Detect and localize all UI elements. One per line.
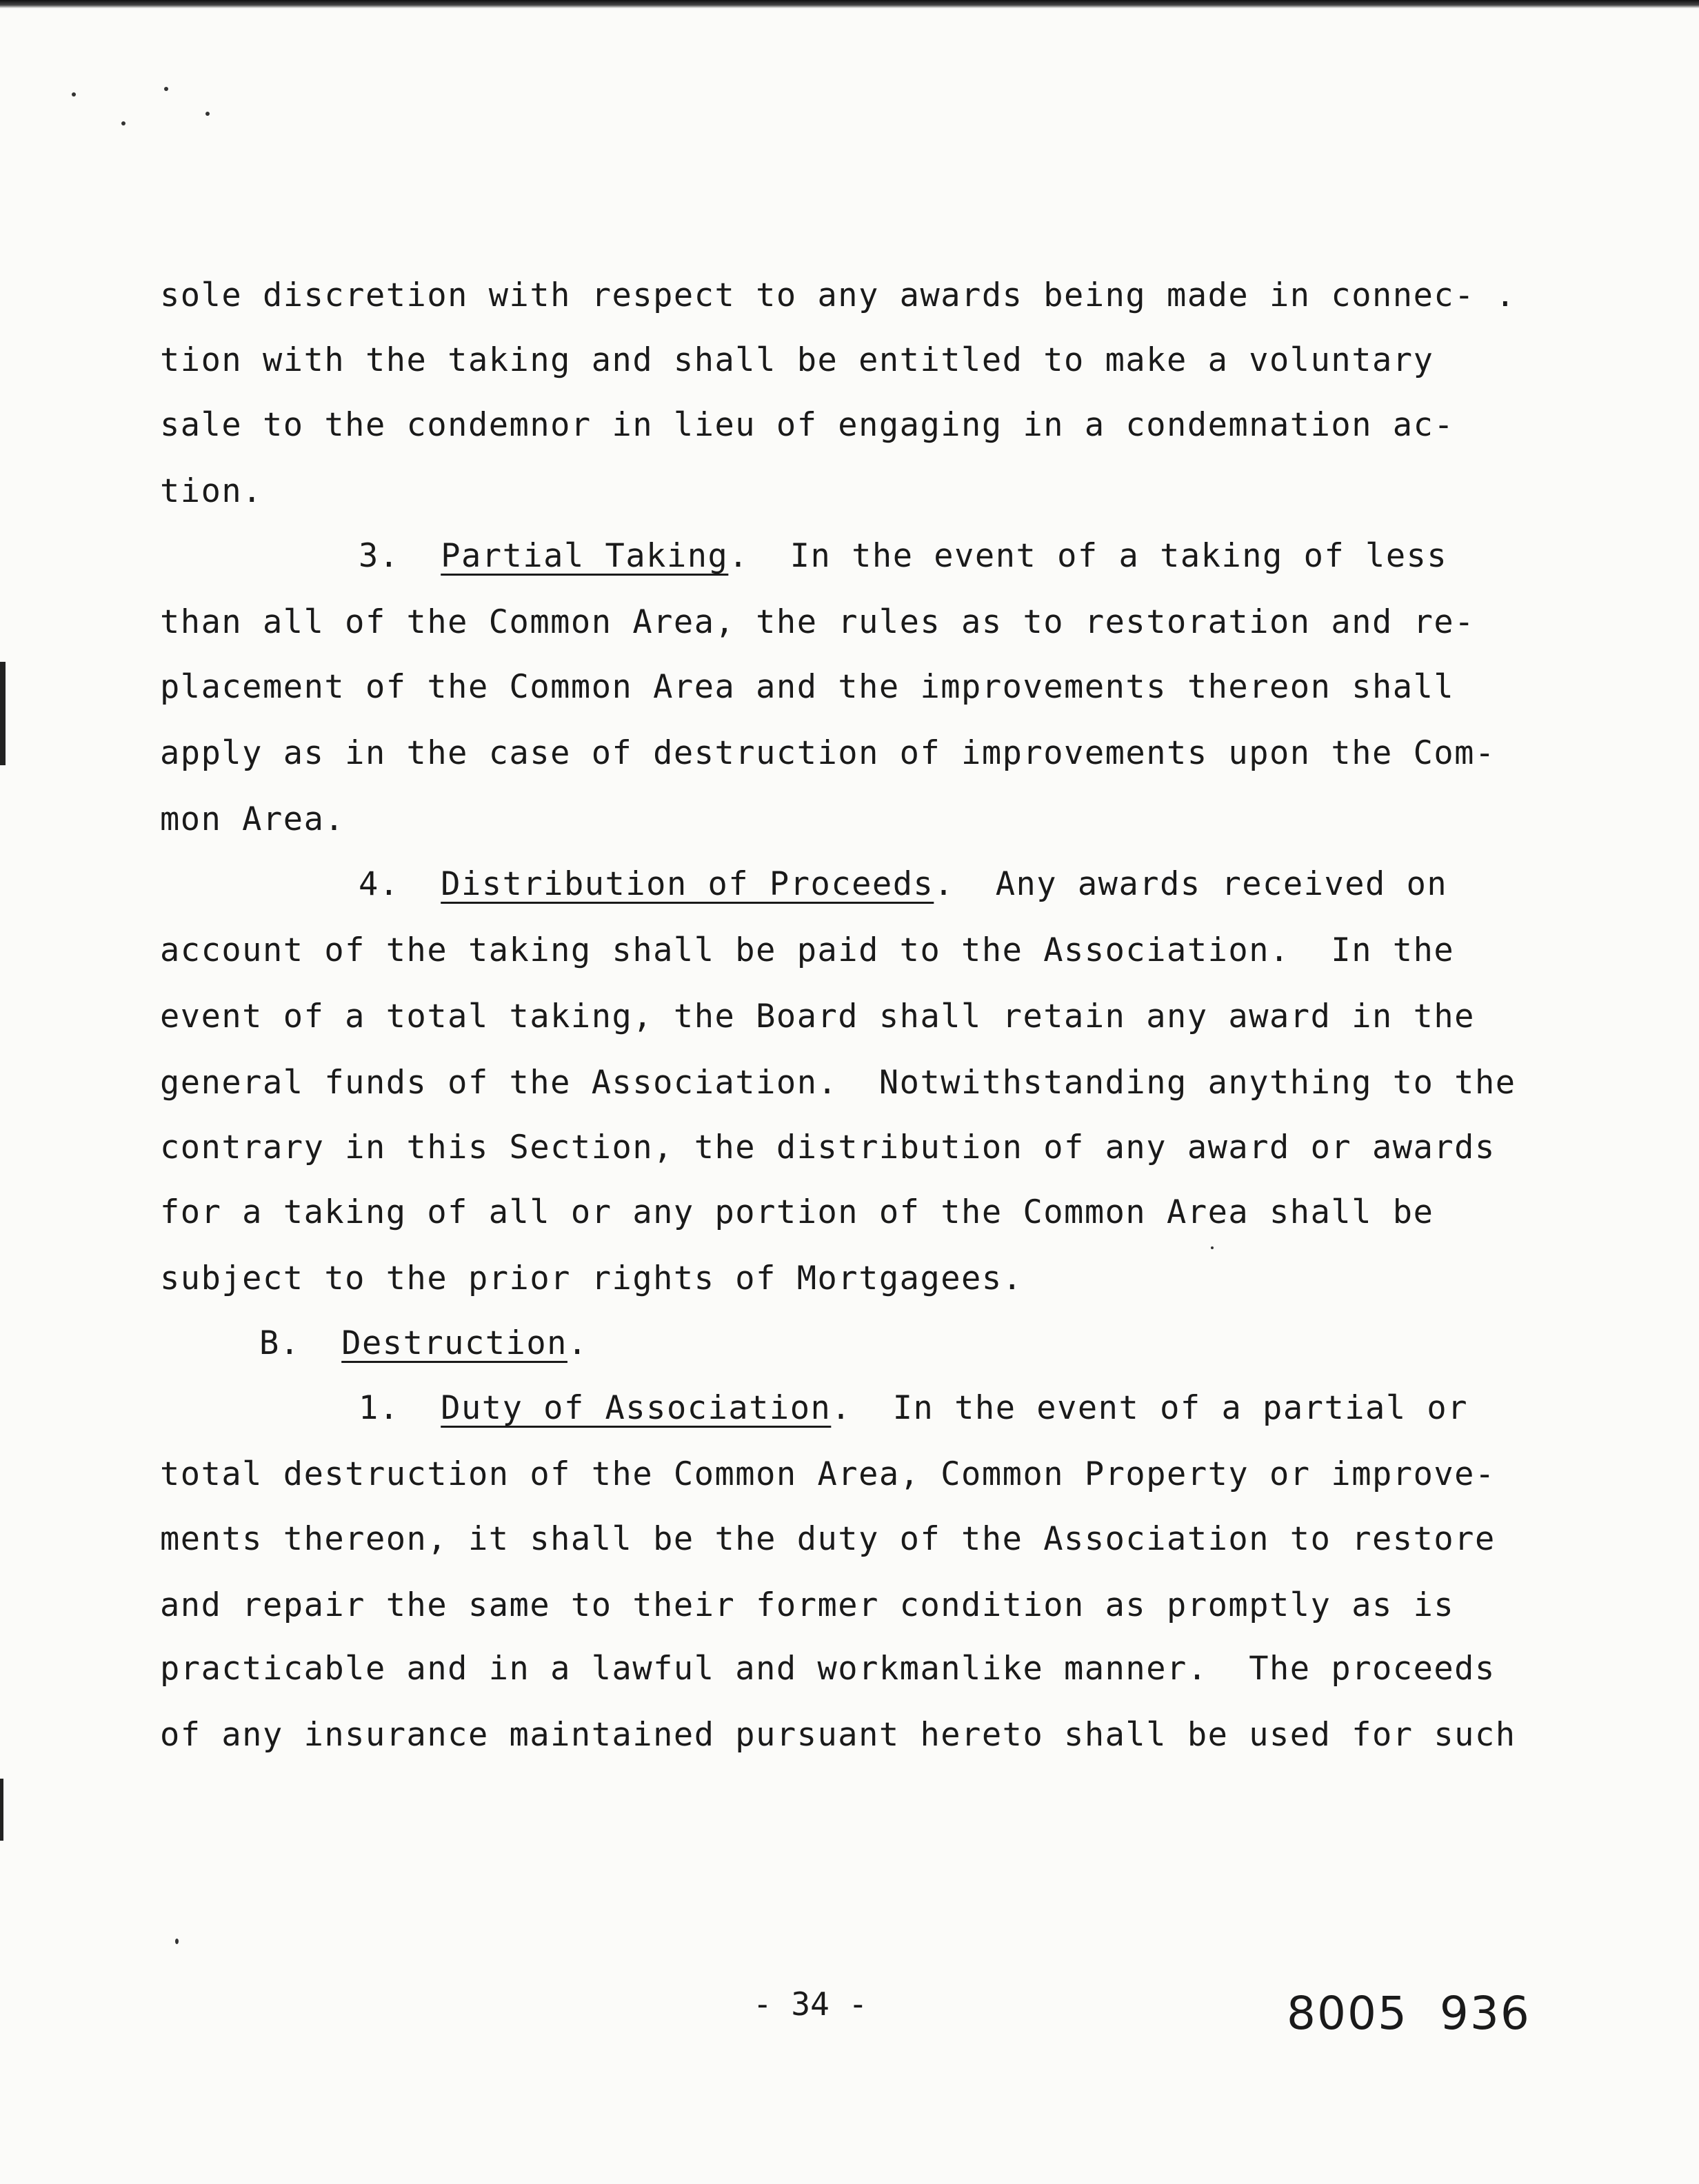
section-heading-line bbox=[359, 524, 1447, 589]
text-line: of any insurance maintained pursuant hereto shall be used for such bbox=[160, 1716, 1516, 1754]
section-letter: B. bbox=[259, 1324, 301, 1362]
text-line: sale to the condemnor in lieu of engaging in a condemnation ac- bbox=[160, 406, 1455, 444]
scan-speck bbox=[164, 87, 168, 91]
text-line: for a taking of all or any portion of the Common Area shall be bbox=[160, 1193, 1434, 1231]
scan-speck bbox=[175, 1939, 179, 1944]
text-line: tion with the taking and shall be entitled to make a voluntary bbox=[160, 341, 1434, 379]
page-number: - 34 - bbox=[753, 1985, 868, 2023]
section-heading: Destruction bbox=[341, 1324, 567, 1362]
text-line: and repair the same to their former condition as promptly as is bbox=[160, 1586, 1455, 1624]
text-line: account of the taking shall be paid to the Association. In the bbox=[160, 931, 1455, 969]
section-heading-continuation: . In the event of a partial or bbox=[831, 1389, 1469, 1427]
text-line: ments thereon, it shall be the duty of the Association to restore bbox=[160, 1520, 1496, 1558]
text-line: than all of the Common Area, the rules as to restoration and re- bbox=[160, 603, 1475, 641]
text-line: placement of the Common Area and the improvements thereon shall bbox=[160, 668, 1455, 706]
scan-left-edge-mark bbox=[0, 1779, 3, 1841]
scan-speck bbox=[205, 112, 210, 116]
section-heading: Distribution of Proceeds bbox=[441, 865, 934, 903]
scan-speck bbox=[72, 92, 76, 97]
text-line: general funds of the Association. Notwithstanding anything to the bbox=[160, 1064, 1516, 1102]
text-line: subject to the prior rights of Mortgagees. bbox=[160, 1260, 1023, 1297]
scan-left-edge-mark bbox=[0, 662, 6, 765]
section-heading-line bbox=[359, 1376, 1468, 1441]
scan-speck bbox=[121, 121, 125, 125]
document-code: 8005 936 bbox=[1287, 1987, 1531, 2040]
section-heading-line bbox=[259, 1311, 588, 1376]
text-line: apply as in the case of destruction of improvements upon the Com- bbox=[160, 734, 1496, 772]
section-1-paragraph bbox=[160, 1376, 1516, 1894]
text-line: practicable and in a lawful and workmanlike manner. The proceeds bbox=[160, 1650, 1496, 1688]
section-heading-continuation: . Any awards received on bbox=[934, 865, 1448, 903]
text-line: contrary in this Section, the distribution of any award or awards bbox=[160, 1129, 1496, 1166]
section-number: 1. bbox=[359, 1389, 400, 1427]
section-number: 3. bbox=[359, 537, 400, 575]
text-line: sole discretion with respect to any awards being made in connec- . bbox=[160, 276, 1516, 314]
text-line: mon Area. bbox=[160, 800, 345, 838]
section-heading-continuation: . In the event of a taking of less bbox=[728, 537, 1448, 575]
section-number: 4. bbox=[359, 865, 400, 903]
section-heading-line bbox=[359, 852, 1447, 917]
text-line: total destruction of the Common Area, Common Property or improve- bbox=[160, 1455, 1496, 1493]
scan-top-edge bbox=[0, 0, 1699, 8]
section-heading-period: . bbox=[567, 1324, 588, 1362]
text-line: tion. bbox=[160, 472, 263, 510]
text-line: event of a total taking, the Board shall retain any award in the bbox=[160, 998, 1475, 1035]
section-heading: Partial Taking bbox=[441, 537, 729, 575]
section-heading: Duty of Association bbox=[441, 1389, 832, 1427]
